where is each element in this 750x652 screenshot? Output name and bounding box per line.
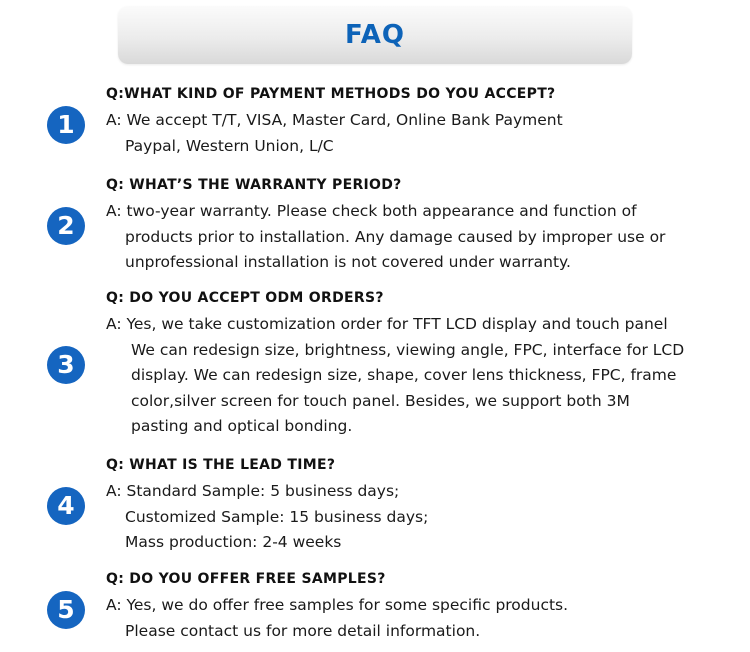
answer-line: Please contact us for more detail information. bbox=[125, 621, 481, 640]
answer-text bbox=[106, 479, 428, 556]
number-badge-2: 2 bbox=[47, 207, 85, 245]
answer-text bbox=[106, 199, 665, 276]
answer-line: display. We can redesign size, shape, cover lens thickness, FPC, frame bbox=[131, 366, 677, 384]
answer-line: unprofessional installation is not covered under warranty. bbox=[125, 253, 571, 271]
number-badge-1: 1 bbox=[47, 106, 85, 144]
faq-title: FAQ bbox=[344, 20, 405, 50]
answer-text bbox=[106, 108, 563, 159]
answer-line: Customized Sample: 15 business days; bbox=[125, 507, 429, 526]
question-text: Q: DO YOU OFFER FREE SAMPLES? bbox=[106, 571, 386, 587]
answer-line: We can redesign size, brightness, viewing angle, FPC, interface for LCD bbox=[131, 340, 685, 359]
answer-text bbox=[106, 312, 684, 440]
answer-line: products prior to installation. Any damage caused by improper use or bbox=[125, 227, 666, 246]
answer-line: A: Yes, we do offer free samples for some specific products. bbox=[106, 596, 569, 614]
answer-line: pasting and optical bonding. bbox=[131, 417, 353, 435]
answer-line: A: Yes, we take customization order for TFT LCD display and touch panel bbox=[106, 315, 668, 333]
question-text: Q: WHAT IS THE LEAD TIME? bbox=[106, 457, 336, 473]
answer-line: A: We accept T/T, VISA, Master Card, Online Bank Payment bbox=[106, 111, 563, 129]
faq-banner bbox=[118, 6, 632, 64]
answer-line: Mass production: 2-4 weeks bbox=[125, 533, 342, 551]
question-text: Q: DO YOU ACCEPT ODM ORDERS? bbox=[106, 290, 384, 306]
answer-line: Paypal, Western Union, L/C bbox=[125, 136, 334, 155]
number-badge-4: 4 bbox=[47, 487, 85, 525]
answer-text bbox=[106, 593, 568, 644]
number-badge-5: 5 bbox=[47, 591, 85, 629]
answer-line: color,silver screen for touch panel. Besides, we support both 3M bbox=[131, 391, 630, 410]
question-text: Q:WHAT KIND OF PAYMENT METHODS DO YOU ACCEPT? bbox=[106, 86, 556, 102]
number-badge-3: 3 bbox=[47, 346, 85, 384]
question-text: Q: WHAT’S THE WARRANTY PERIOD? bbox=[106, 177, 402, 193]
answer-line: A: Standard Sample: 5 business days; bbox=[106, 482, 400, 500]
answer-line: A: two-year warranty. Please check both appearance and function of bbox=[106, 202, 637, 220]
